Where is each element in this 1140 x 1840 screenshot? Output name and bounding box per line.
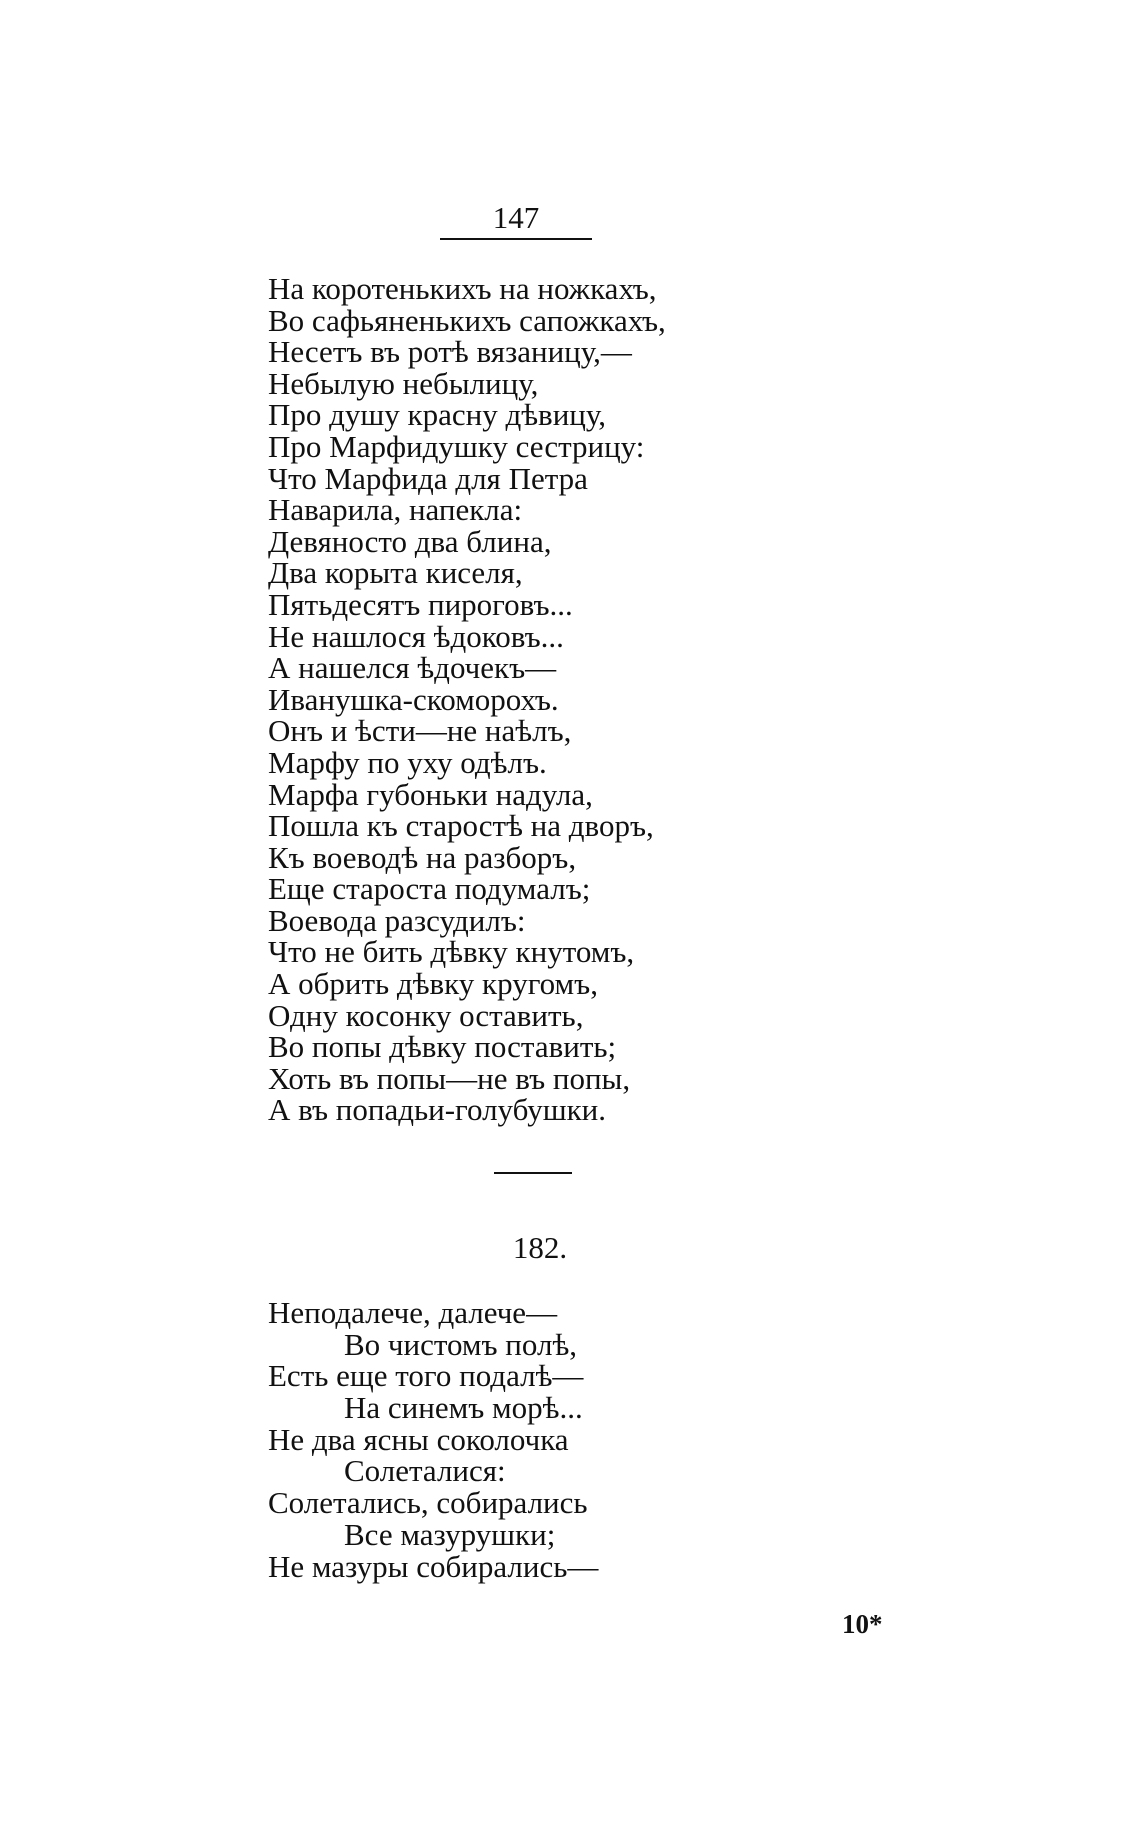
verse-line: Что Марфида для Петра [268,460,588,496]
verse-line: Хоть въ попы—не въ попы, [268,1060,631,1096]
page-number: 147 [440,200,592,240]
verse-line: Не нашлося ѣдоковъ... [268,618,564,654]
verse-line: Пятьдесятъ пироговъ... [268,586,573,622]
verse-line: Два корыта киселя, [268,555,523,591]
verse-line: Наварила, напекла: [268,492,523,528]
verse-line: Во сафьяненькихъ сапожкахъ, [268,302,666,338]
verse-line: Пошла къ старостѣ на дворъ, [268,808,654,844]
verse-line-indented: Все мазурушки; [344,1516,556,1552]
verse-line: Не два ясны соколочка [268,1421,569,1457]
verse-line: Несетъ въ ротѣ вязаницу,— [268,334,632,370]
verse-line: На коротенькихъ на ножкахъ, [268,271,657,306]
verse-line-indented: На синемъ морѣ... [344,1390,583,1426]
poem-number: 182. [512,1230,568,1265]
verse-line: Онъ и ѣсти—не наѣлъ, [268,713,572,749]
verse-line: Еще староста подумалъ; [268,871,591,907]
verse-line: Про Марфидушку сестрицу: [268,428,645,464]
section-divider [494,1172,572,1174]
verse-line: Неподалече, далече— [268,1295,558,1330]
verse-line: Марфу по уху одѣлъ. [268,744,547,780]
verse-line: А въ попадьи-голубушки. [268,1092,607,1128]
verse-line: Что не бить дѣвку кнутомъ, [268,934,635,970]
verse-line: Марфа губоньки надула, [268,776,593,812]
verse-line: А нашелся ѣдочекъ— [268,650,557,686]
verse-line: Одну косонку оставить, [268,997,584,1033]
verse-line: Къ воеводѣ на разборъ, [268,839,577,875]
verse-line: Не мазуры собирались— [268,1548,599,1584]
verse-line-indented: Во чистомъ полѣ, [344,1326,578,1362]
verse-182 [268,1297,598,1582]
verse-line: Про душу красну дѣвицу, [268,397,607,433]
verse-line: Солетались, собирались [268,1485,588,1521]
verse-line: А обрить дѣвку кругомъ, [268,966,598,1002]
verse-line: Небылую небылицу, [268,365,539,401]
signature-mark: 10* [842,1609,883,1639]
verse-line: Есть еще того подалѣ— [268,1358,584,1394]
verse-line: Во попы дѣвку поставить; [268,1029,617,1065]
verse-147 [268,273,666,1126]
verse-line: Иванушка-скоморохъ. [268,681,559,717]
verse-line-indented: Солеталися: [344,1453,506,1489]
verse-line: Воевода разсудилъ: [268,902,526,938]
verse-line: Девяносто два блина, [268,523,552,559]
